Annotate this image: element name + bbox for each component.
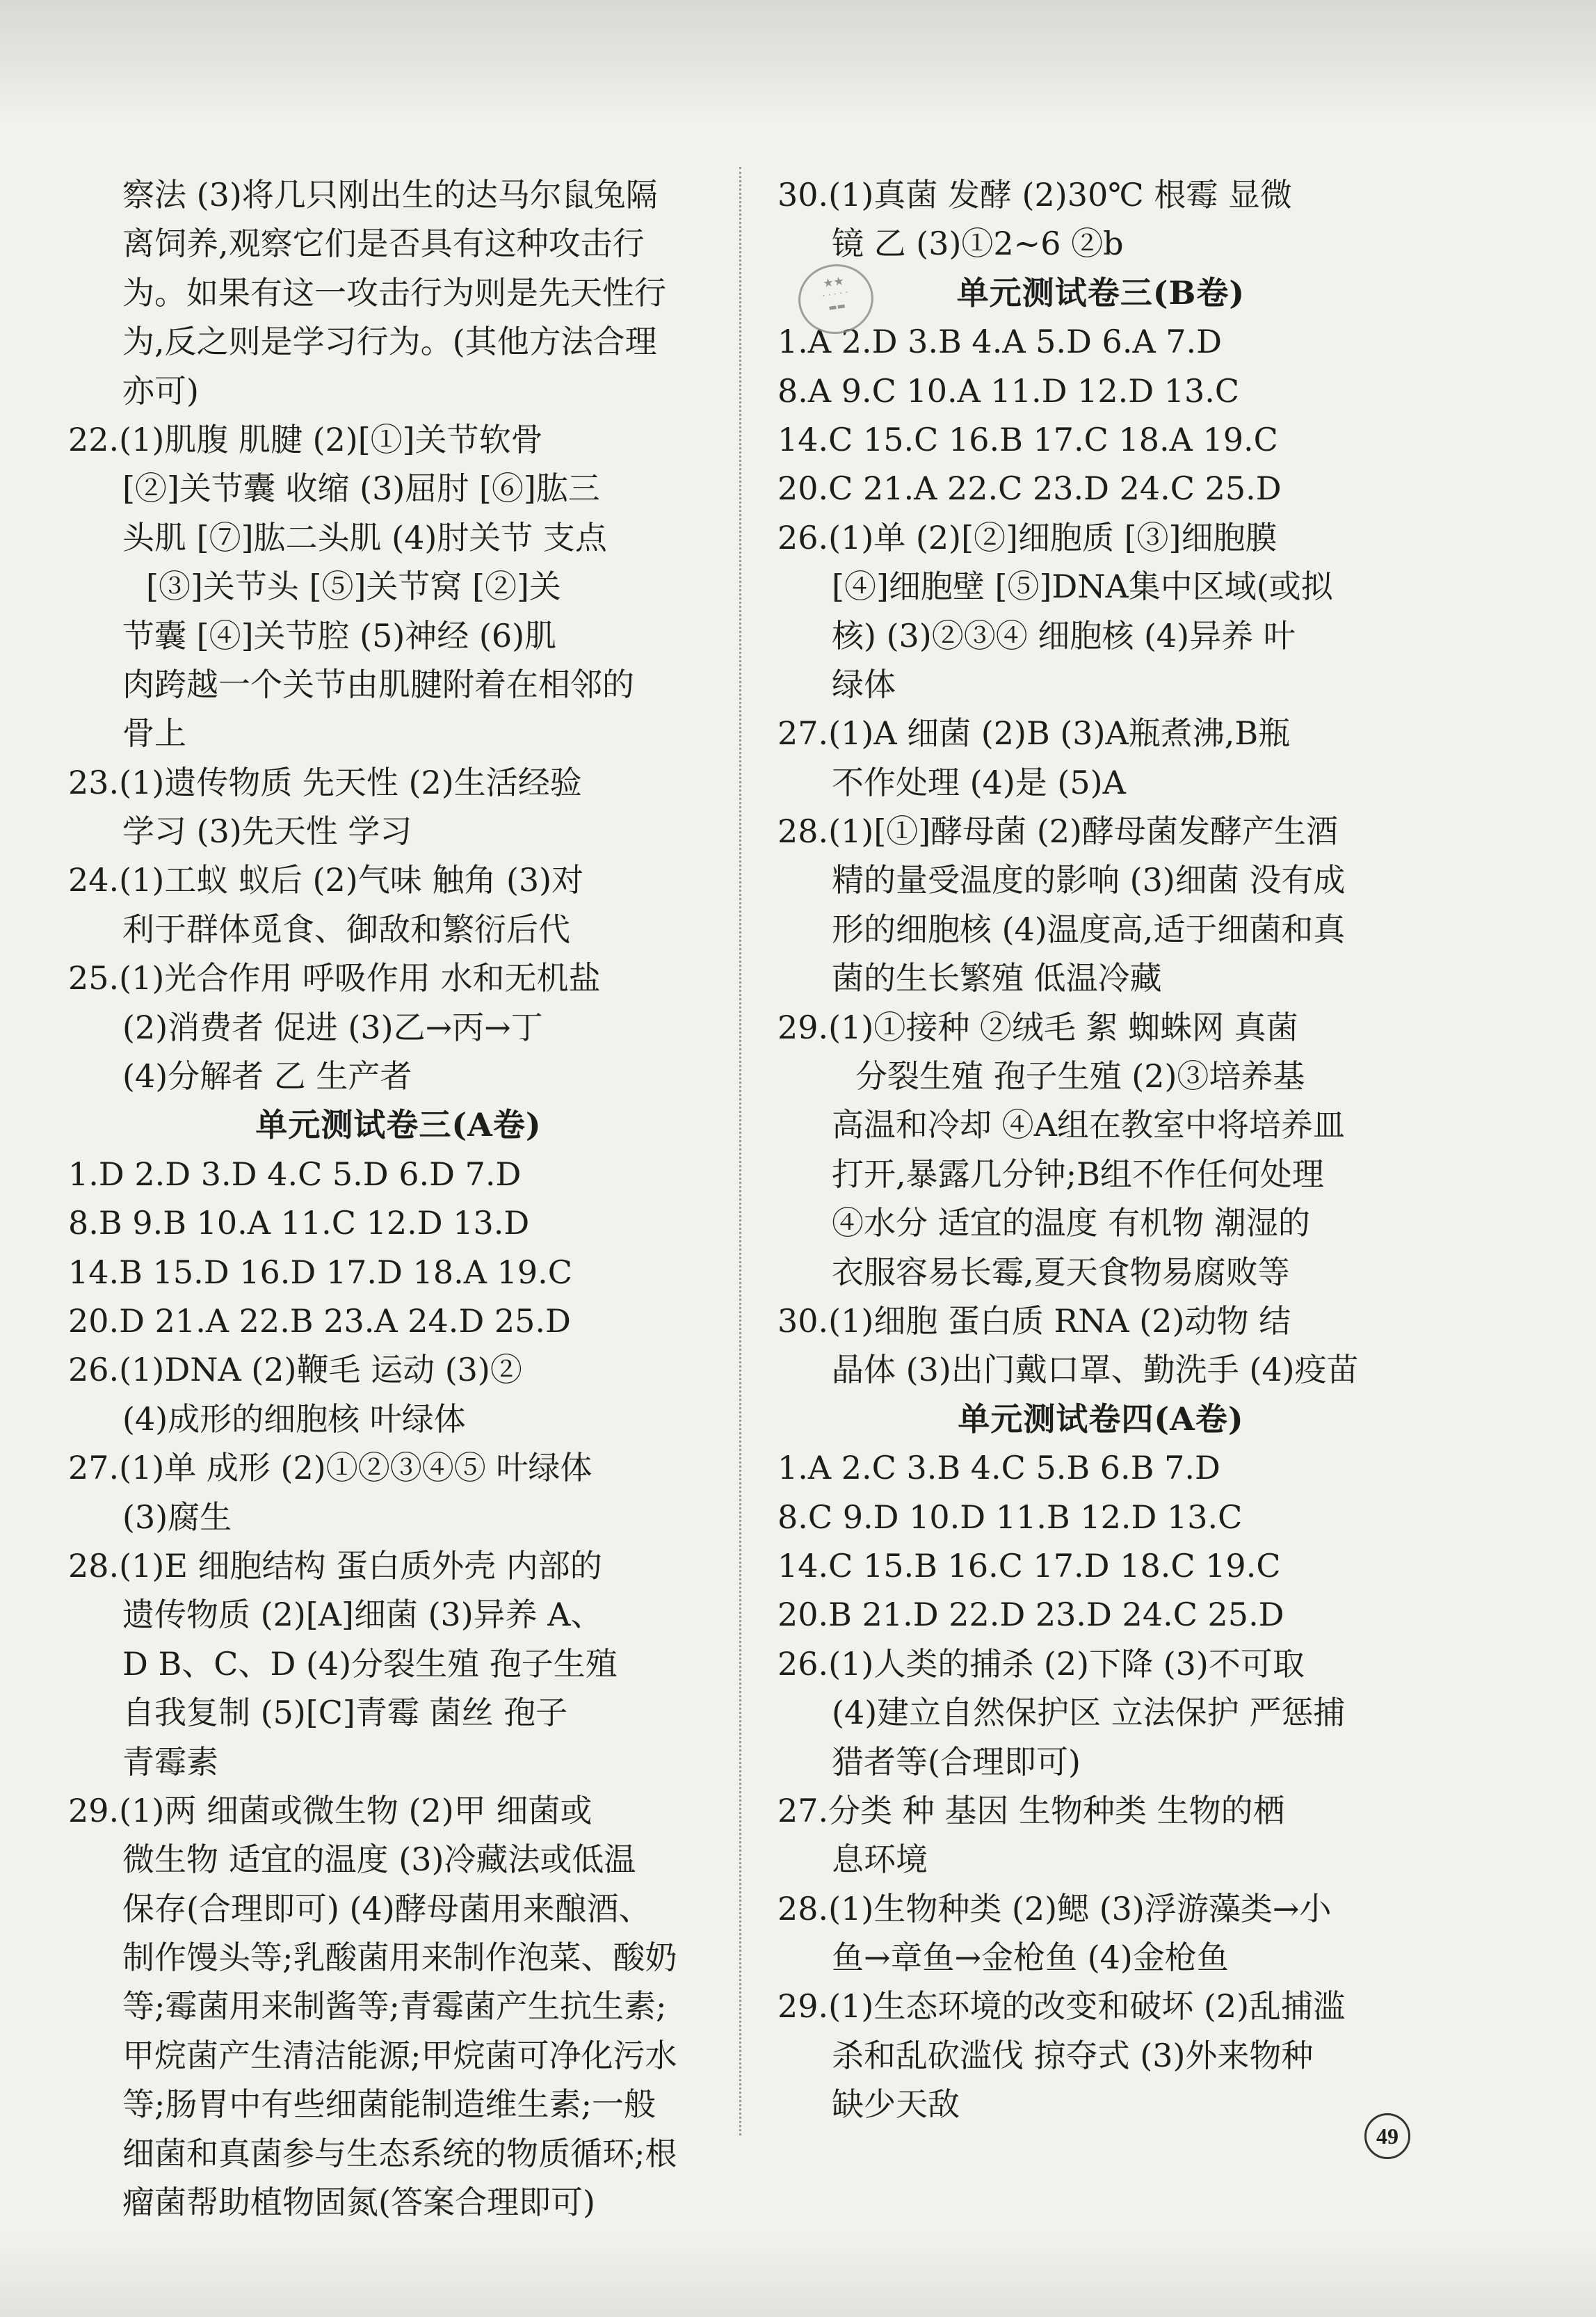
answer-line: 28.(1)[①]酵母菌 (2)酵母菌发酵产生酒	[777, 812, 1338, 851]
answer-line: 20.B 21.D 22.D 23.D 24.C 25.D	[777, 1596, 1284, 1634]
answer-line: 衣服容易长霉,夏天食物易腐败等	[832, 1253, 1290, 1291]
answer-line: 30.(1)真菌 发酵 (2)30℃ 根霉 显微	[777, 176, 1292, 214]
answer-line: 镜 乙 (3)①2~6 ②b	[832, 225, 1124, 263]
answer-line: 学习 (3)先天性 学习	[122, 812, 412, 851]
answer-line: 形的细胞核 (4)温度高,适于细菌和真	[832, 910, 1346, 948]
answer-line: 缺少天敌	[832, 2085, 960, 2124]
answer-line: 离饲养,观察它们是否具有这种攻击行	[122, 225, 645, 263]
answer-line: 14.B 15.D 16.D 17.D 18.A 19.C	[68, 1253, 572, 1291]
answer-line: 杀和乱砍滥伐 掠夺式 (3)外来物种	[832, 2036, 1314, 2074]
answer-line: (4)成形的细胞核 叶绿体	[122, 1400, 466, 1438]
answer-line: 27.(1)A 细菌 (2)B (3)A瓶煮沸,B瓶	[777, 714, 1291, 753]
answer-line: 高温和冷却 ④A组在教室中将培养皿	[832, 1106, 1345, 1144]
answer-line: 22.(1)肌腹 肌腱 (2)[①]关节软骨	[68, 420, 543, 458]
scan-bottom-shadow	[0, 2234, 1596, 2317]
section-title: 单元测试卷三(A卷)	[255, 1106, 542, 1144]
answer-line: 绿体	[832, 665, 896, 703]
answer-line: 鱼→章鱼→金枪鱼 (4)金枪鱼	[832, 1939, 1229, 1977]
answer-line: ④水分 适宜的温度 有机物 潮湿的	[832, 1204, 1310, 1242]
answer-line: 等;霉菌用来制酱等;青霉菌产生抗生素;	[122, 1987, 667, 2026]
answer-line: 20.D 21.A 22.B 23.A 24.D 25.D	[68, 1301, 571, 1340]
answer-line: 不作处理 (4)是 (5)A	[832, 763, 1126, 801]
answer-line: 节囊 [④]关节腔 (5)神经 (6)肌	[122, 616, 557, 655]
answer-line: 14.C 15.C 16.B 17.C 18.A 19.C	[777, 420, 1278, 458]
answer-line: 甲烷菌产生清洁能源;甲烷菌可净化污水	[122, 2036, 677, 2074]
answer-line: 等;肠胃中有些细菌能制造维生素;一般	[122, 2085, 656, 2124]
answer-line: 瘤菌帮助植物固氮(答案合理即可)	[122, 2183, 595, 2222]
answer-line: 29.(1)生态环境的改变和破坏 (2)乱捕滥	[777, 1987, 1346, 2026]
answer-line: 1.A 2.C 3.B 4.C 5.B 6.B 7.D	[777, 1449, 1220, 1487]
answer-line: 26.(1)人类的捕杀 (2)下降 (3)不可取	[777, 1644, 1305, 1683]
answer-line: 青霉素	[122, 1742, 218, 1781]
right-answer-column	[777, 170, 1424, 2129]
answer-line: 骨上	[122, 714, 186, 753]
answer-line: 29.(1)①接种 ②绒毛 絮 蜘蛛网 真菌	[777, 1008, 1298, 1046]
answer-line: 察法 (3)将几只刚出生的达马尔鼠兔隔	[122, 176, 658, 214]
column-divider	[739, 167, 741, 2135]
answer-line: 利于群体觅食、御敌和繁衍后代	[122, 910, 570, 948]
answer-line: 24.(1)工蚁 蚁后 (2)气味 触角 (3)对	[68, 861, 584, 899]
answer-line: 细菌和真菌参与生态系统的物质循环;根	[122, 2134, 677, 2172]
section-title: 单元测试卷四(A卷)	[958, 1400, 1244, 1438]
answer-line: 20.C 21.A 22.C 23.D 24.C 25.D	[777, 470, 1282, 508]
answer-line: 27.分类 种 基因 生物种类 生物的栖	[777, 1791, 1285, 1829]
answer-line: 核) (3)②③④ 细胞核 (4)异养 叶	[832, 616, 1296, 655]
answer-line: 1.A 2.D 3.B 4.A 5.D 6.A 7.D	[777, 323, 1223, 361]
answer-line: 23.(1)遗传物质 先天性 (2)生活经验	[68, 763, 582, 801]
answer-line: (4)建立自然保护区 立法保护 严惩捕	[832, 1694, 1346, 1732]
answer-line: 8.A 9.C 10.A 11.D 12.D 13.C	[777, 371, 1240, 410]
answer-line: 晶体 (3)出门戴口罩、勤洗手 (4)疫苗	[832, 1351, 1359, 1389]
answer-line: 亦可)	[122, 371, 199, 410]
answer-line: [④]细胞壁 [⑤]DNA集中区域(或拟	[832, 568, 1333, 606]
answer-line: (4)分解者 乙 生产者	[122, 1057, 412, 1096]
answer-line: 精的量受温度的影响 (3)细菌 没有成	[832, 861, 1346, 899]
answer-line: 29.(1)两 细菌或微生物 (2)甲 细菌或	[68, 1791, 593, 1829]
answer-line: [②]关节囊 收缩 (3)屈肘 [⑥]肱三	[122, 470, 600, 508]
answer-line: 为,反之则是学习行为。(其他方法合理	[122, 323, 657, 361]
answer-line: (3)腐生	[122, 1498, 232, 1536]
answer-line: (2)消费者 促进 (3)乙→丙→丁	[122, 1008, 543, 1046]
answer-line: 25.(1)光合作用 呼吸作用 水和无机盐	[68, 959, 601, 997]
answer-line: 为。如果有这一攻击行为则是先天性行	[122, 273, 666, 312]
answer-line: 菌的生长繁殖 低温冷藏	[832, 959, 1162, 997]
answer-line: 26.(1)DNA (2)鞭毛 运动 (3)②	[68, 1351, 522, 1389]
scan-top-band	[0, 0, 1596, 122]
answer-line: 分裂生殖 孢子生殖 (2)③培养基	[855, 1057, 1305, 1096]
answer-line: 打开,暴露几分钟;B组不作任何处理	[832, 1155, 1324, 1193]
stamp-logo: ★★ · · · · · ▬▬	[794, 259, 878, 339]
answer-line: 8.C 9.D 10.D 11.B 12.D 13.C	[777, 1498, 1243, 1536]
answer-line: 28.(1)生物种类 (2)鳃 (3)浮游藻类→小	[777, 1889, 1332, 1927]
answer-line: 27.(1)单 成形 (2)①②③④⑤ 叶绿体	[68, 1449, 593, 1487]
answer-line: 息环境	[832, 1841, 928, 1879]
answer-line: 制作馒头等;乳酸菌用来制作泡菜、酸奶	[122, 1939, 677, 1977]
answer-line: 头肌 [⑦]肱二头肌 (4)肘关节 支点	[122, 518, 607, 556]
answer-line: D B、C、D (4)分裂生殖 孢子生殖	[122, 1644, 618, 1683]
answer-line: 遗传物质 (2)[A]细菌 (3)异养 A、	[122, 1596, 603, 1634]
answer-line: 肉跨越一个关节由肌腱附着在相邻的	[122, 665, 634, 703]
answer-line: 26.(1)单 (2)[②]细胞质 [③]细胞膜	[777, 518, 1277, 556]
answer-line: [③]关节头 [⑤]关节窝 [②]关	[146, 568, 561, 606]
answer-line: 30.(1)细胞 蛋白质 RNA (2)动物 结	[777, 1301, 1291, 1340]
answer-line: 猎者等(合理即可)	[832, 1742, 1081, 1781]
answer-line: 8.B 9.B 10.A 11.C 12.D 13.D	[68, 1204, 530, 1242]
answer-line: 微生物 适宜的温度 (3)冷藏法或低温	[122, 1841, 636, 1879]
answer-line: 自我复制 (5)[C]青霉 菌丝 孢子	[122, 1694, 568, 1732]
answer-line: 28.(1)E 细胞结构 蛋白质外壳 内部的	[68, 1546, 602, 1585]
page-number: 49	[1364, 2113, 1410, 2159]
answer-line: 1.D 2.D 3.D 4.C 5.D 6.D 7.D	[68, 1155, 522, 1193]
section-title: 单元测试卷三(B卷)	[956, 273, 1246, 312]
answer-line: 14.C 15.B 16.C 17.D 18.C 19.C	[777, 1546, 1281, 1585]
left-answer-column	[68, 170, 729, 2227]
answer-line: 保存(合理即可) (4)酵母菌用来酿酒、	[122, 1889, 651, 1927]
